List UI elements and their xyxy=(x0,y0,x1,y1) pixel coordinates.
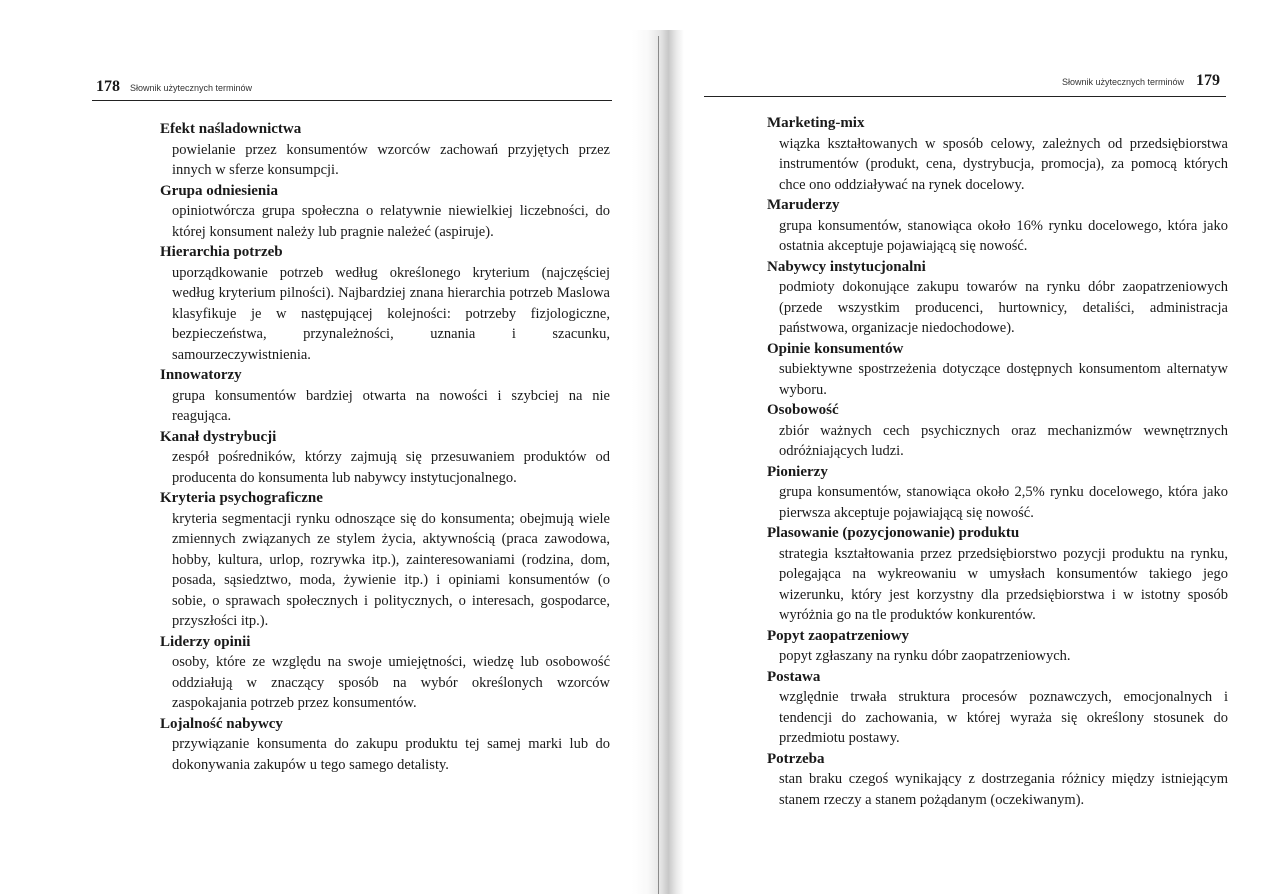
left-header-rule xyxy=(92,100,612,101)
left-running-title: Słownik użytecznych terminów xyxy=(130,83,253,93)
glossary-entry xyxy=(767,195,1228,257)
glossary-term: Kanał dystrybucji xyxy=(160,428,277,445)
glossary-entry xyxy=(767,523,1228,626)
glossary-definition: subiektywne spostrzeżenia dotyczące dostępnych konsumentom alternatyw wyboru. xyxy=(779,361,1228,398)
glossary-term: Lojalność nabywcy xyxy=(160,715,283,732)
left-glossary-entries xyxy=(160,119,610,775)
glossary-definition: zbiór ważnych cech psychicznych oraz mechanizmów wewnętrznych odróżniających ludzi. xyxy=(779,422,1228,459)
glossary-entry xyxy=(767,667,1228,749)
glossary-entry xyxy=(160,427,610,489)
glossary-entry xyxy=(767,339,1228,401)
glossary-term: Marketing-mix xyxy=(767,115,865,131)
glossary-entry xyxy=(160,242,610,365)
glossary-definition: grupa konsumentów, stanowiąca około 2,5% rynku docelowego, która jako pierwsza akceptuje pojawiającą się nowość. xyxy=(779,484,1228,521)
glossary-entry xyxy=(767,257,1228,339)
glossary-definition: grupa konsumentów, stanowiąca około 16% rynku docelowego, która jako ostatnia akceptuje pojawiającą się nowość. xyxy=(779,217,1228,254)
glossary-term: Nabywcy instytucjonalni xyxy=(767,258,926,275)
glossary-term: Pionierzy xyxy=(767,463,828,480)
glossary-term: Liderzy opinii xyxy=(160,633,251,650)
glossary-entry xyxy=(767,749,1228,811)
glossary-definition: osoby, które ze względu na swoje umiejętności, wiedzę lub osobowość oddziałują w znaczący sposób na wybór określonych wzorców zaspokajania potrzeb przez konsumentów. xyxy=(172,654,610,711)
glossary-definition: grupa konsumentów bardziej otwarta na nowości i szybciej na nie reagująca. xyxy=(172,387,610,424)
glossary-entry xyxy=(160,365,610,427)
glossary-definition: popyt zgłaszany na rynku dóbr zaopatrzeniowych. xyxy=(779,648,1071,664)
right-header-rule xyxy=(704,96,1226,97)
glossary-definition: przywiązanie konsumenta do zakupu produktu tej samej marki lub do dokonywania zakupów u tego samego detalisty. xyxy=(172,736,610,773)
glossary-term: Potrzeba xyxy=(767,750,825,767)
glossary-term: Kryteria psychograficzne xyxy=(160,490,323,506)
glossary-definition: względnie trwała struktura procesów poznawczych, emocjonalnych i tendencji do zachowania, w której wyraża się określony stosunek do przedmiotu postawy. xyxy=(779,689,1228,746)
right-page xyxy=(640,0,1262,894)
glossary-definition: powielanie przez konsumentów wzorców zachowań przyjętych przez innych w sferze konsumpcji. xyxy=(172,141,610,178)
right-running-head xyxy=(1062,72,1220,90)
glossary-term: Popyt zaopatrzeniowy xyxy=(767,627,910,644)
glossary-definition: kryteria segmentacji rynku odnoszące się do konsumenta; obejmują wiele zmiennych związanych ze stylem życia, aktywnością (praca zawodowa, hobby, kultura, urlop, rozrywka itp.), zainteresowaniami (rodzina, dom, posada, sąsiedztwo, moda, żywienie itp.) i opiniami konsumentów (o sobie, o sprawach społecznych i politycznych, o interesach, gospodarce, przyszłości itp.). xyxy=(172,510,610,629)
right-page-number: 179 xyxy=(1196,72,1220,89)
glossary-term: Grupa odniesienia xyxy=(160,182,278,199)
glossary-entry xyxy=(160,119,610,181)
glossary-entry xyxy=(767,626,1228,667)
glossary-entry xyxy=(767,113,1228,195)
glossary-entry xyxy=(160,632,610,714)
glossary-definition: uporządkowanie potrzeb według określonego kryterium (najczęściej według kryterium pilności). Najbardziej znana hierarchia potrzeb Maslowa klasyfikuje je w następującej kolejności: potrzeby fizjologiczne, bezpieczeństwa, przynależności, uznania i szacunku, samourzeczywistnienia. xyxy=(172,264,610,363)
right-running-title: Słownik użytecznych terminów xyxy=(1061,77,1184,87)
glossary-definition: opiniotwórcza grupa społeczna o relatywnie niewielkiej liczebności, do której konsument należy lub pragnie należeć (aspiruje). xyxy=(172,203,610,240)
glossary-entry xyxy=(160,714,610,776)
glossary-entry xyxy=(767,462,1228,524)
glossary-term: Postawa xyxy=(767,668,821,685)
right-glossary-entries xyxy=(767,113,1228,810)
glossary-term: Efekt naśladownictwa xyxy=(160,121,302,137)
glossary-entry xyxy=(767,400,1228,462)
glossary-definition: podmioty dokonujące zakupu towarów na rynku dóbr zaopatrzeniowych (przede wszystkim producenci, hurtownicy, detaliści, administracja państwowa, organizacje niedochodowe). xyxy=(779,279,1228,336)
glossary-term: Maruderzy xyxy=(767,197,840,213)
glossary-term: Opinie konsumentów xyxy=(767,340,904,357)
glossary-definition: zespół pośredników, którzy zajmują się przesuwaniem produktów od producenta do konsumenta lub nabywcy instytucjonalnego. xyxy=(172,449,610,486)
glossary-term: Plasowanie (pozycjonowanie) produktu xyxy=(767,525,1020,541)
glossary-definition: wiązka kształtowanych w sposób celowy, zależnych od przedsiębiorstwa instrumentów (produkt, cena, dystrybucja, promocja), za pomocą których chce ono oddziaływać na rynek docelowy. xyxy=(779,135,1228,193)
glossary-definition: stan braku czegoś wynikający z dostrzegania różnicy między istniejącym stanem rzeczy a stanem pożądanym (oczekiwanym). xyxy=(779,771,1228,808)
left-running-head xyxy=(96,78,252,96)
glossary-entry xyxy=(160,181,610,243)
glossary-term: Osobowość xyxy=(767,402,839,418)
glossary-term: Innowatorzy xyxy=(160,367,242,383)
left-page-number: 178 xyxy=(96,78,120,95)
glossary-entry xyxy=(160,488,610,632)
glossary-term: Hierarchia potrzeb xyxy=(160,244,283,260)
glossary-definition: strategia kształtowania przez przedsiębiorstwo pozycji produktu na rynku, polegająca na wykreowaniu w umysłach konsumentów takiego jego wizerunku, który jest korzystny dla przedsiębiorstwa i w istotny sposób wyróżnia go na tle produktów konkurentów. xyxy=(779,545,1228,623)
